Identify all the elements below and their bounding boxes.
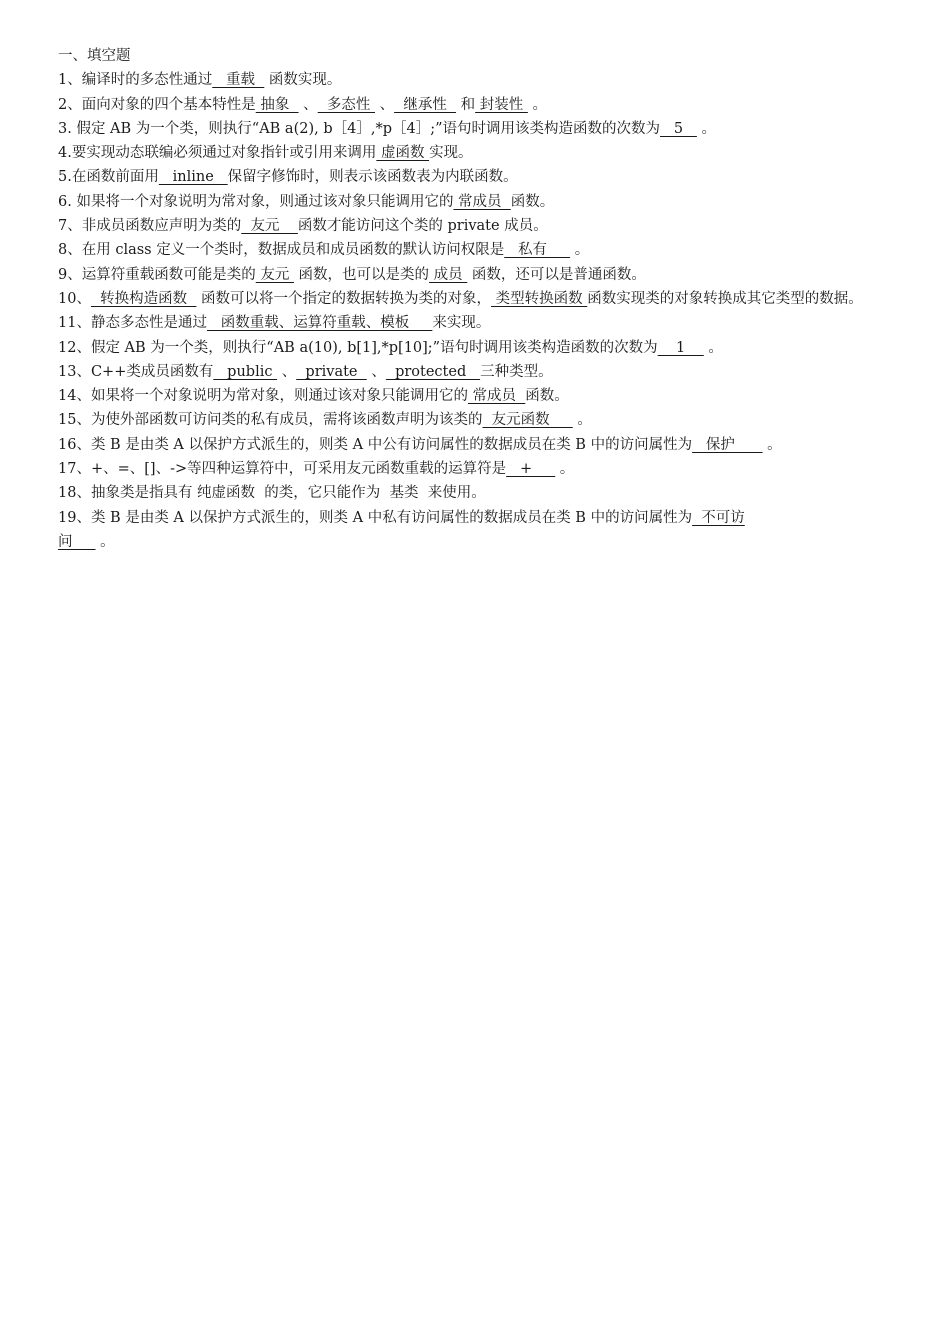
q13-answer-3: protected bbox=[385, 363, 481, 380]
q10-text: 10、 bbox=[58, 290, 91, 307]
q9-text-end: 函数，还可以是普通函数。 bbox=[467, 266, 646, 283]
q16-text: 16、类 B 是由类 A 以保护方式派生的，则类 A 中公有访问属性的数据成员在类 B 中的访问属性为 bbox=[58, 436, 693, 453]
q14-answer: 常成员 bbox=[467, 388, 526, 405]
q8-answer: 私有 bbox=[504, 242, 571, 259]
q3-text: 3. 假定 AB 为一个类，则执行“AB a(2), b［4］,*p［4］;”语句时调用该类构造函数的次数为 bbox=[58, 120, 661, 137]
q4-answer: 虚函数 bbox=[376, 145, 430, 162]
q9-text-mid: 函数，也可以是类的 bbox=[293, 266, 430, 283]
heading-text: 一、填空题 bbox=[58, 48, 131, 64]
q13-text-end: 三种类型。 bbox=[480, 363, 553, 380]
question-5 bbox=[58, 165, 888, 189]
q15-text-end: 。 bbox=[572, 412, 592, 429]
question-4 bbox=[58, 141, 888, 165]
q8-text-end: 。 bbox=[570, 242, 590, 259]
q1-answer: 重载 bbox=[212, 72, 265, 89]
q5-text-end: 保留字修饰时，则表示该函数表为内联函数。 bbox=[227, 169, 518, 186]
question-1 bbox=[58, 68, 888, 92]
q13-text: 13、C++类成员函数有 bbox=[58, 363, 214, 380]
question-9 bbox=[58, 263, 888, 287]
q15-text: 15、为使外部函数可访问类的私有成员，需将该函数声明为该类的 bbox=[58, 412, 483, 429]
question-15 bbox=[58, 408, 888, 432]
question-11 bbox=[58, 311, 888, 335]
question-10 bbox=[58, 287, 888, 311]
question-7 bbox=[58, 214, 888, 238]
q10-text-mid: 函数可以将一个指定的数据转换为类的对象， bbox=[196, 290, 491, 307]
q6-text-end: 函数。 bbox=[510, 193, 555, 210]
q6-text: 6. 如果将一个对象说明为常对象，则通过该对象只能调用它的 bbox=[58, 193, 454, 210]
q13-sep-1: 、 bbox=[277, 363, 297, 380]
q10-answer-2: 类型转换函数 bbox=[491, 290, 588, 307]
q11-text-end: 来实现。 bbox=[432, 315, 491, 332]
q9-answer-1: 友元 bbox=[255, 266, 294, 283]
q15-answer: 友元函数 bbox=[482, 412, 573, 429]
q19-answer-part-1: 不可访 bbox=[692, 509, 745, 526]
q3-answer: 5 bbox=[660, 120, 697, 137]
q19-answer-part-2: 问 bbox=[58, 533, 96, 550]
q18-text: 18、抽象类是指具有 纯虚函数 的类，它只能作为 基类 来使用。 bbox=[58, 485, 486, 502]
q17-text-end: 。 bbox=[555, 461, 575, 478]
question-16 bbox=[58, 433, 888, 457]
q10-answer-1: 转换构造函数 bbox=[90, 290, 197, 307]
q14-text-end: 函数。 bbox=[525, 388, 569, 405]
q6-answer: 常成员 bbox=[453, 193, 511, 210]
q12-answer: 1 bbox=[657, 339, 704, 356]
q1-text: 1、编译时的多态性通过 bbox=[58, 72, 213, 89]
q4-text-end: 实现。 bbox=[429, 145, 473, 162]
q16-answer: 保护 bbox=[692, 436, 763, 453]
q17-answer: + bbox=[506, 461, 556, 478]
q11-text: 11、静态多态性是通过 bbox=[58, 315, 207, 332]
q16-text-end: 。 bbox=[762, 436, 782, 453]
q2-sep-1: 、 bbox=[298, 96, 318, 113]
q10-text-end: 函数实现类的对象转换成其它类型的数据。 bbox=[587, 290, 863, 307]
q13-answer-2: private bbox=[296, 363, 367, 380]
q12-text-end: 。 bbox=[703, 339, 723, 356]
question-2 bbox=[58, 93, 888, 117]
q13-sep-2: 、 bbox=[366, 363, 386, 380]
q2-sep-3: 和 bbox=[456, 96, 476, 113]
q9-answer-2: 成员 bbox=[429, 266, 468, 283]
q2-answer-4: 封装性 bbox=[475, 96, 528, 113]
question-8 bbox=[58, 238, 888, 262]
question-13 bbox=[58, 360, 888, 384]
question-19 bbox=[58, 506, 888, 530]
q2-answer-2: 多态性 bbox=[317, 96, 375, 113]
q5-text: 5.在函数前面用 bbox=[58, 169, 159, 186]
q2-text: 2、面向对象的四个基本特性是 bbox=[58, 96, 256, 113]
q19-text-end: 。 bbox=[95, 533, 115, 550]
question-3 bbox=[58, 117, 888, 141]
q2-answer-3: 继承性 bbox=[394, 96, 457, 113]
q5-answer: inline bbox=[158, 169, 228, 186]
q13-answer-1: public bbox=[213, 363, 278, 380]
q19-text: 19、类 B 是由类 A 以保护方式派生的，则类 A 中私有访问属性的数据成员在类 B 中的访问属性为 bbox=[58, 509, 693, 526]
q4-text: 4.要实现动态联编必须通过对象指针或引用来调用 bbox=[58, 145, 377, 162]
q8-text: 8、在用 class 定义一个类时，数据成员和成员函数的默认访问权限是 bbox=[58, 242, 505, 259]
question-17 bbox=[58, 457, 888, 481]
q3-text-end: 。 bbox=[696, 120, 717, 137]
q1-text-end: 函数实现。 bbox=[264, 72, 342, 89]
question-19-continued bbox=[58, 530, 888, 554]
q7-answer: 友元 bbox=[241, 218, 298, 235]
q12-text: 12、假定 AB 为一个类，则执行“AB a(10), b[1],*p[10];”语句时调用该类构造函数的次数为 bbox=[58, 339, 658, 356]
q2-sep-4: 。 bbox=[527, 96, 547, 113]
q7-text: 7、非成员函数应声明为类的 bbox=[58, 218, 242, 235]
q2-sep-2: 、 bbox=[375, 96, 395, 113]
q17-text: 17、+、=、[]、->等四种运算符中，可采用友元函数重载的运算符是 bbox=[58, 461, 507, 478]
section-heading bbox=[58, 44, 888, 68]
q9-text: 9、运算符重载函数可能是类的 bbox=[58, 266, 256, 283]
q14-text: 14、如果将一个对象说明为常对象，则通过该对象只能调用它的 bbox=[58, 388, 468, 405]
q11-answer: 函数重载、运算符重载、模板 bbox=[206, 315, 433, 332]
q7-text-end: 函数才能访问这个类的 private 成员。 bbox=[297, 218, 548, 235]
question-14 bbox=[58, 384, 888, 408]
question-18 bbox=[58, 481, 888, 505]
document-body bbox=[58, 44, 888, 554]
q2-answer-1: 抽象 bbox=[255, 96, 299, 113]
question-6 bbox=[58, 190, 888, 214]
question-12 bbox=[58, 336, 888, 360]
